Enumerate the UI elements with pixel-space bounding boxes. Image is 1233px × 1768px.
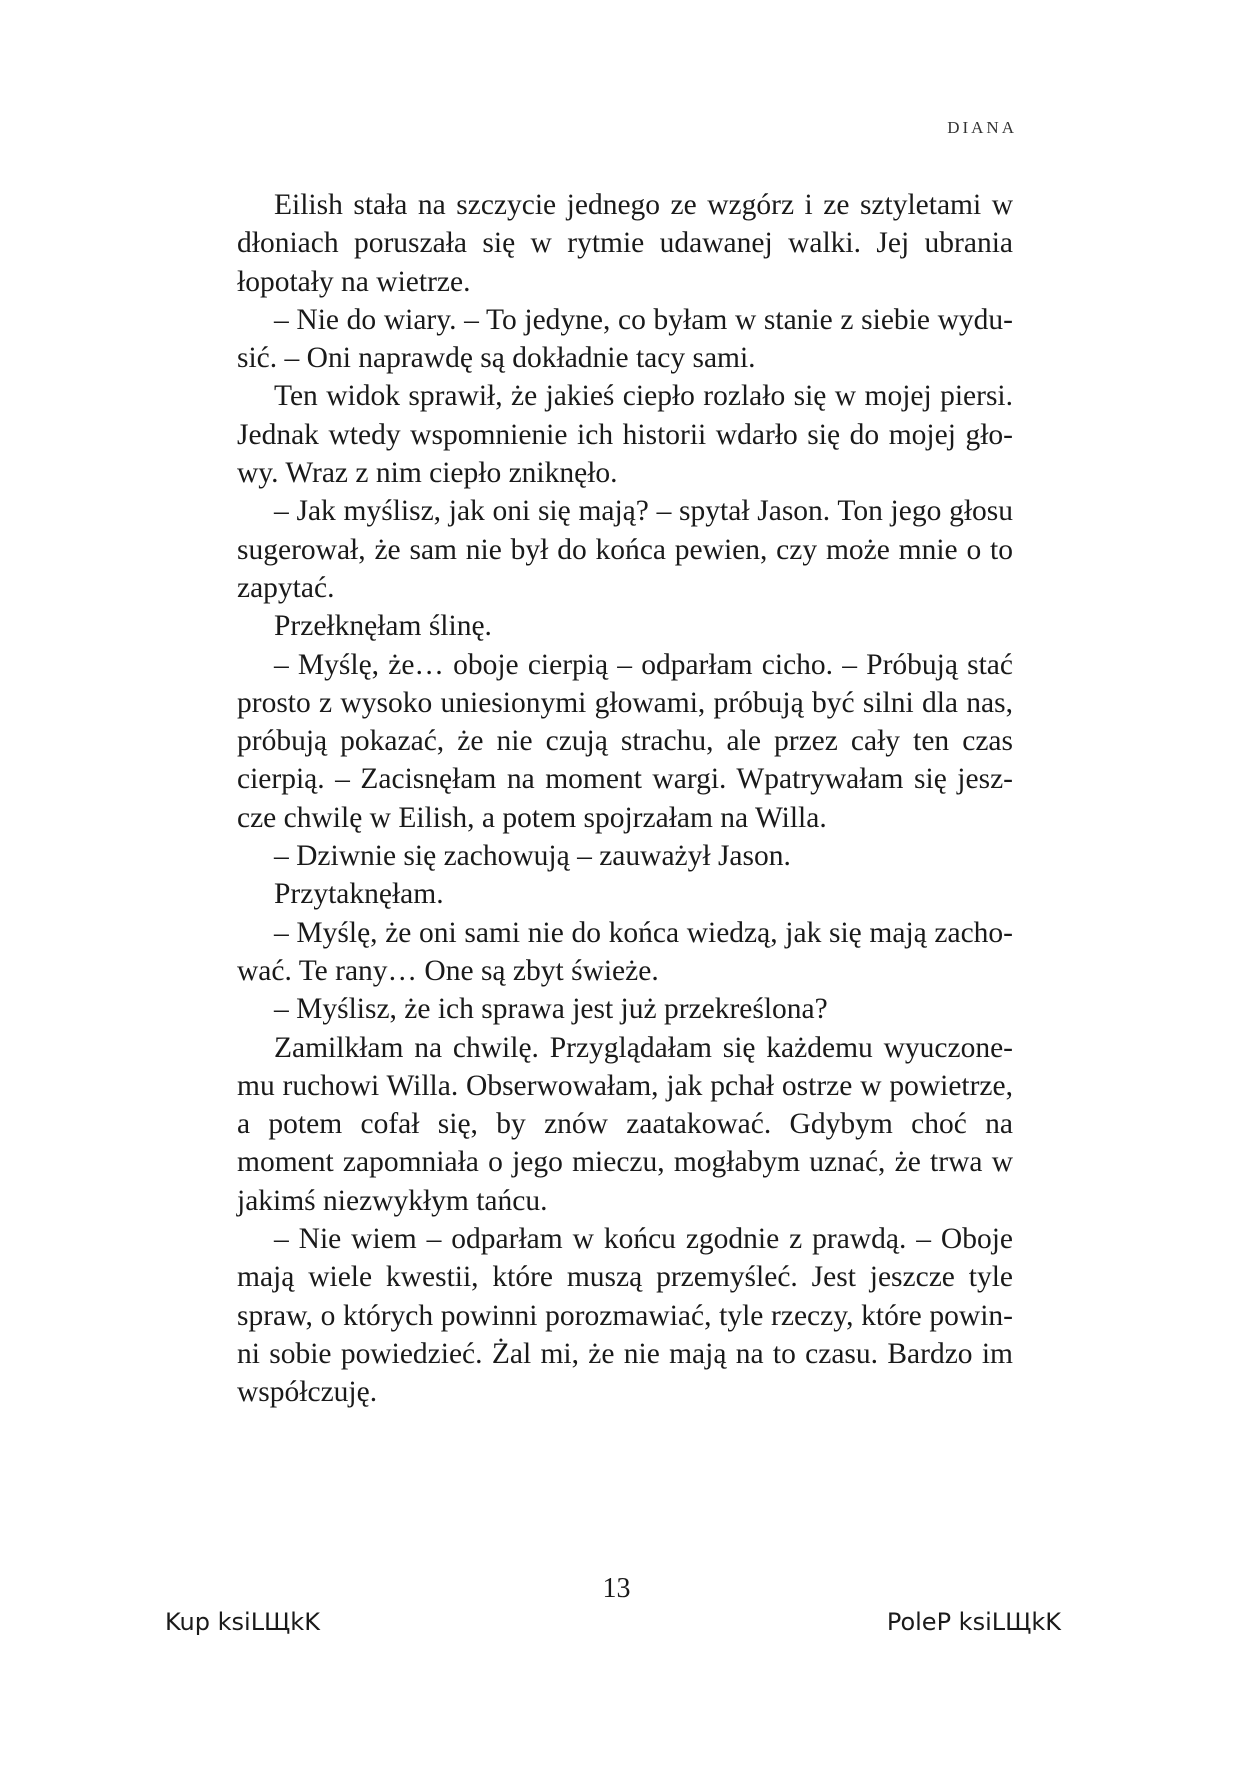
paragraph: Ten widok sprawił, że jakieś ciepło rozlało się w mojej piersi. Jednak wtedy wspomnienie ich historii wdarło się do mojej głowy. Wraz z nim ciepło zniknęło.: [237, 380, 1013, 490]
paragraph: – Myślę, że… oboje cierpią – odparłam cicho. – Próbują stać prosto z wysoko uniesionymi głowami, próbują być silni dla nas, próbują pokazać, że nie czują strachu, ale przez cały ten czas cierpią. – Zacisnęłam na moment wargi. Wpatrywałam się jeszcze chwilę w Eilish, a potem spojrzałam na Willa.: [237, 648, 1013, 834]
paragraph: – Nie wiem – odparłam w końcu zgodnie z prawdą. – Oboje mają wiele kwestii, które muszą przemyśleć. Jest jeszcze tyle spraw, o których powinni porozmawiać, tyle rzeczy, które powinni sobie powiedzieć. Żal mi, że nie mają na to czasu. Bardzo im współczuję.: [237, 1223, 1013, 1409]
paragraph: – Myślę, że oni sami nie do końca wiedzą, jak się mają zachować. Te rany… One są zbyt świeże.: [237, 916, 1013, 987]
paragraph: – Dziwnie się zachowują – zauważył Jason.: [274, 840, 791, 873]
page-number: 13: [602, 1573, 631, 1604]
paragraph: Zamilkłam na chwilę. Przyglądałam się każdemu wyuczonemu ruchowi Willa. Obserwowałam, jak pchał ostrze w powietrze, a potem cofał się, by znów zaatakować. Gdybym choć na moment zapomniała o jego mieczu, mogłabym uznać, że trwa w jakimś niezwykłym tańcu.: [237, 1031, 1013, 1217]
running-head: DIANA: [947, 118, 1017, 137]
buy-book-link[interactable]: Kup ksiLЩkK: [165, 1608, 320, 1636]
body-text: [237, 186, 1013, 1412]
paragraph: Przełknęłam ślinę.: [274, 610, 492, 643]
recommend-book-link[interactable]: PoleP ksiLЩkK: [886, 1608, 1061, 1636]
paragraph: – Myślisz, że ich sprawa jest już przekreślona?: [274, 993, 828, 1026]
paragraph: – Jak myślisz, jak oni się mają? – spytał Jason. Ton jego głosu sugerował, że sam nie był do końca pewien, czy może mnie o to zapytać.: [237, 495, 1013, 604]
paragraph: Przytaknęłam.: [274, 878, 444, 911]
paragraph: Eilish stała na szczycie jednego ze wzgórz i ze sztyletami w dłoniach poruszała się w rytmie udawanej walki. Jej ubrania łopotały na wietrze.: [237, 189, 1013, 298]
paragraph: – Nie do wiary. – To jedyne, co byłam w stanie z siebie wydusić. – Oni naprawdę są dokładnie tacy sami.: [237, 303, 1013, 375]
